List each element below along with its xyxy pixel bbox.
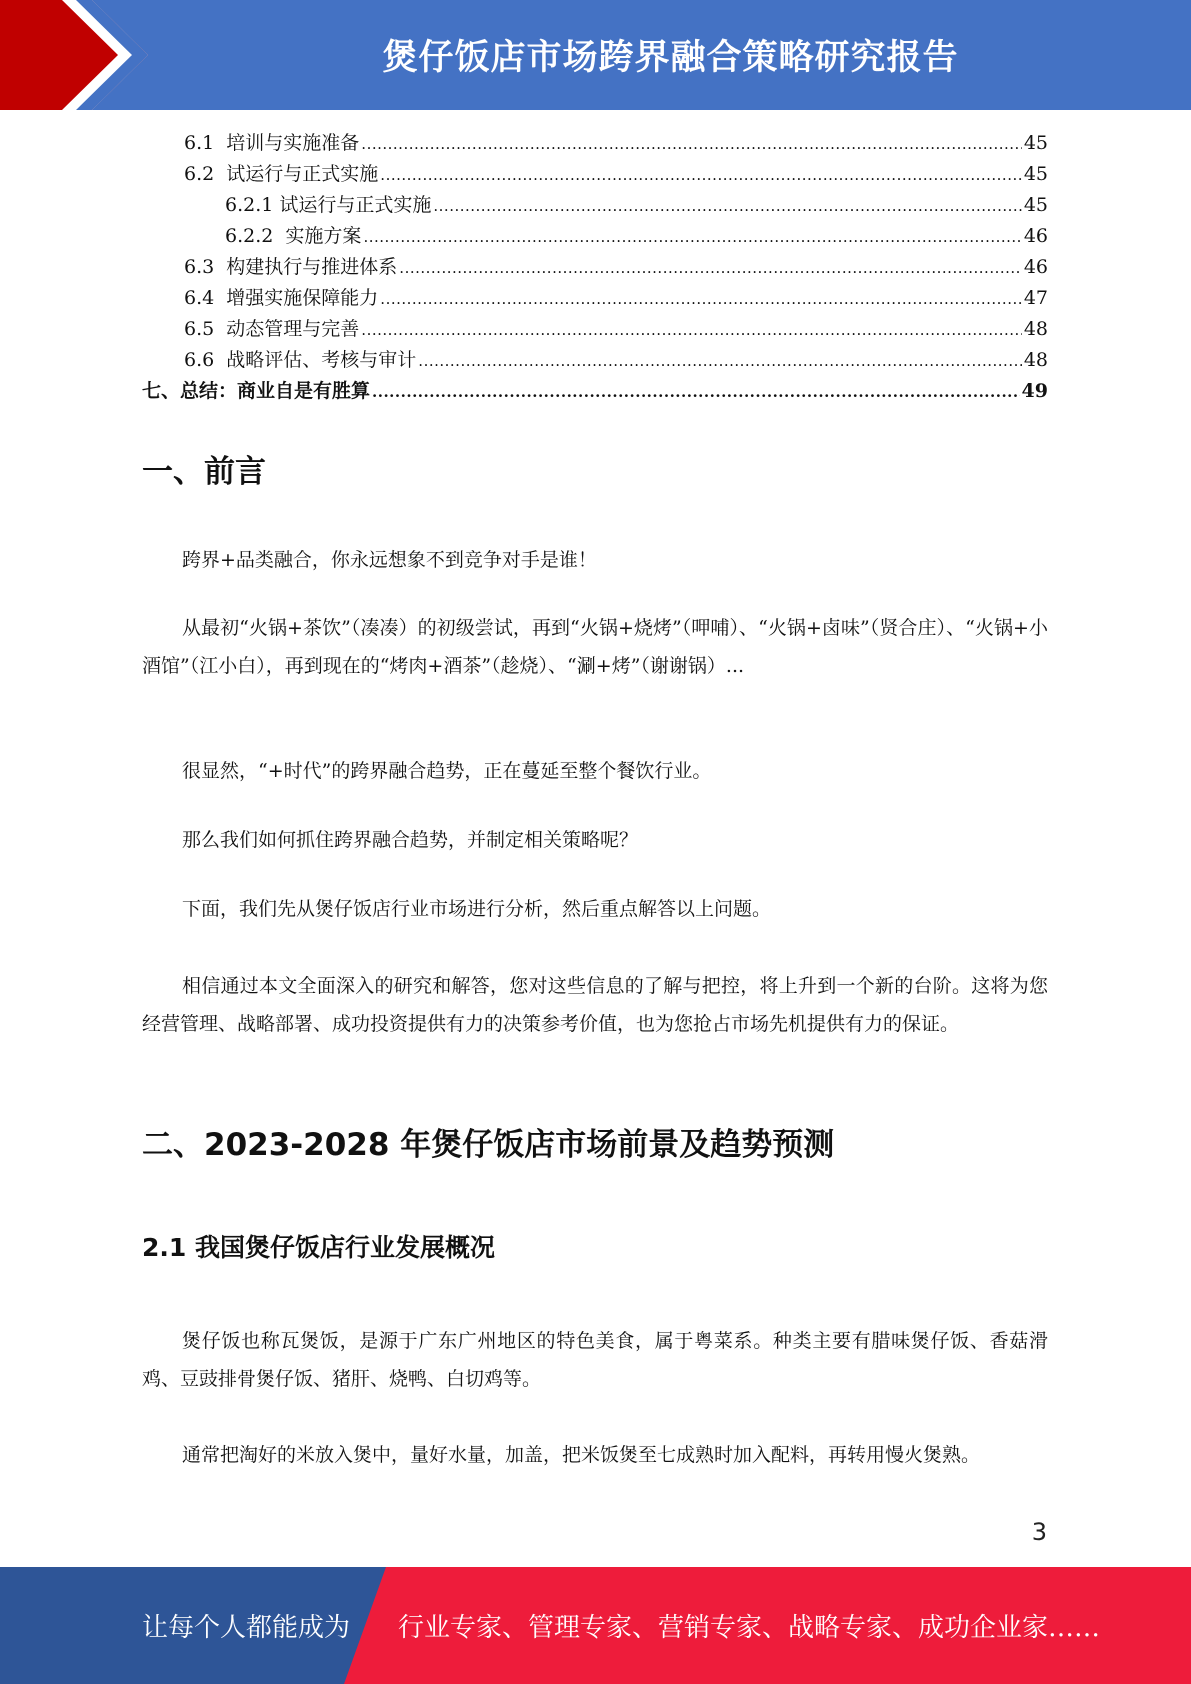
toc-entry-page: 45 — [1023, 163, 1048, 185]
toc-entry-label: 6.2.2 实施方案 — [225, 225, 362, 247]
report-title: 煲仔饭店市场跨界融合策略研究报告 — [382, 38, 959, 78]
toc-entry[interactable] — [142, 159, 1048, 190]
toc-entry-label: 6.2 试运行与正式实施 — [184, 163, 379, 185]
header-banner — [0, 0, 1191, 110]
toc-leader-dots — [372, 377, 1020, 408]
toc-entry-page: 46 — [1023, 225, 1048, 247]
paragraph: 从最初“火锅+茶饮”（凑凑）的初级尝试，再到“火锅+烧烤”（呷哺）、“火锅+卤味”（贤合庄）、“火锅+小酒馆”（江小白），再到现在的“烤肉+酒茶”（趁烧）、“涮+烤”（谢谢锅）... — [142, 617, 1048, 677]
toc-leader-dots — [361, 315, 1022, 346]
section-heading-preface: 一、前言 — [142, 454, 266, 490]
subsection-heading: 2.1 我国煲仔饭店行业发展概况 — [142, 1233, 495, 1262]
toc-entry-label: 6.3 构建执行与推进体系 — [184, 256, 398, 278]
table-of-contents — [142, 128, 1048, 407]
toc-leader-dots — [418, 346, 1022, 377]
toc-entry-label: 七、总结：商业自是有胜算 — [142, 380, 371, 402]
toc-entry[interactable] — [142, 314, 1048, 345]
paragraph: 那么我们如何抓住跨界融合趋势，并制定相关策略呢？ — [182, 829, 639, 851]
toc-entry-label: 6.4 增强实施保障能力 — [184, 287, 379, 309]
footer-slogan-right: 行业专家、管理专家、营销专家、战略专家、成功企业家…… — [398, 1613, 1101, 1643]
paragraph: 相信通过本文全面深入的研究和解答，您对这些信息的了解与把控，将上升到一个新的台阶。这将为您经营管理、战略部署、成功投资提供有力的决策参考价值，也为您抢占市场先机提供有力的保证。 — [142, 975, 1048, 1035]
paragraph: 跨界+品类融合，你永远想象不到竞争对手是谁！ — [182, 549, 597, 571]
page-number: 3 — [1031, 1518, 1047, 1546]
toc-entry-label: 6.5 动态管理与完善 — [184, 318, 360, 340]
toc-entry[interactable] — [142, 252, 1048, 283]
header-arrow-decoration — [0, 0, 160, 110]
toc-entry[interactable] — [142, 190, 1048, 221]
toc-entry-page: 49 — [1021, 380, 1048, 402]
toc-leader-dots — [433, 191, 1021, 222]
toc-leader-dots — [363, 222, 1021, 253]
toc-entry[interactable] — [142, 283, 1048, 314]
toc-leader-dots — [399, 253, 1022, 284]
toc-entry-label: 6.1 培训与实施准备 — [184, 132, 360, 154]
paragraph: 下面，我们先从煲仔饭店行业市场进行分析，然后重点解答以上问题。 — [182, 898, 772, 920]
toc-entry-label: 6.2.1 试运行与正式实施 — [225, 194, 432, 216]
toc-leader-dots — [380, 160, 1022, 191]
toc-entry[interactable] — [142, 128, 1048, 159]
paragraph: 通常把淘好的米放入煲中，量好水量，加盖，把米饭煲至七成熟时加入配料，再转用慢火煲熟。 — [182, 1444, 981, 1466]
toc-entry-page: 45 — [1023, 194, 1048, 216]
toc-entry-page: 46 — [1023, 256, 1048, 278]
toc-entry-page: 48 — [1023, 318, 1048, 340]
toc-entry[interactable] — [142, 345, 1048, 376]
section-heading-forecast: 二、2023-2028 年煲仔饭店市场前景及趋势预测 — [142, 1127, 835, 1163]
toc-entry[interactable] — [142, 376, 1048, 407]
toc-leader-dots — [361, 129, 1022, 160]
toc-entry-page: 48 — [1023, 349, 1048, 371]
toc-entry-page: 47 — [1023, 287, 1048, 309]
toc-leader-dots — [380, 284, 1022, 315]
paragraph: 煲仔饭也称瓦煲饭，是源于广东广州地区的特色美食，属于粤菜系。种类主要有腊味煲仔饭、香菇滑鸡、豆豉排骨煲仔饭、猪肝、烧鸭、白切鸡等。 — [142, 1330, 1048, 1390]
paragraph: 很显然，“+时代”的跨界融合趋势，正在蔓延至整个餐饮行业。 — [182, 760, 712, 782]
footer-banner — [0, 1567, 1191, 1684]
toc-entry[interactable] — [142, 221, 1048, 252]
toc-entry-label: 6.6 战略评估、考核与审计 — [184, 349, 417, 371]
toc-entry-page: 45 — [1023, 132, 1048, 154]
footer-slogan-left: 让每个人都能成为 — [142, 1613, 351, 1643]
